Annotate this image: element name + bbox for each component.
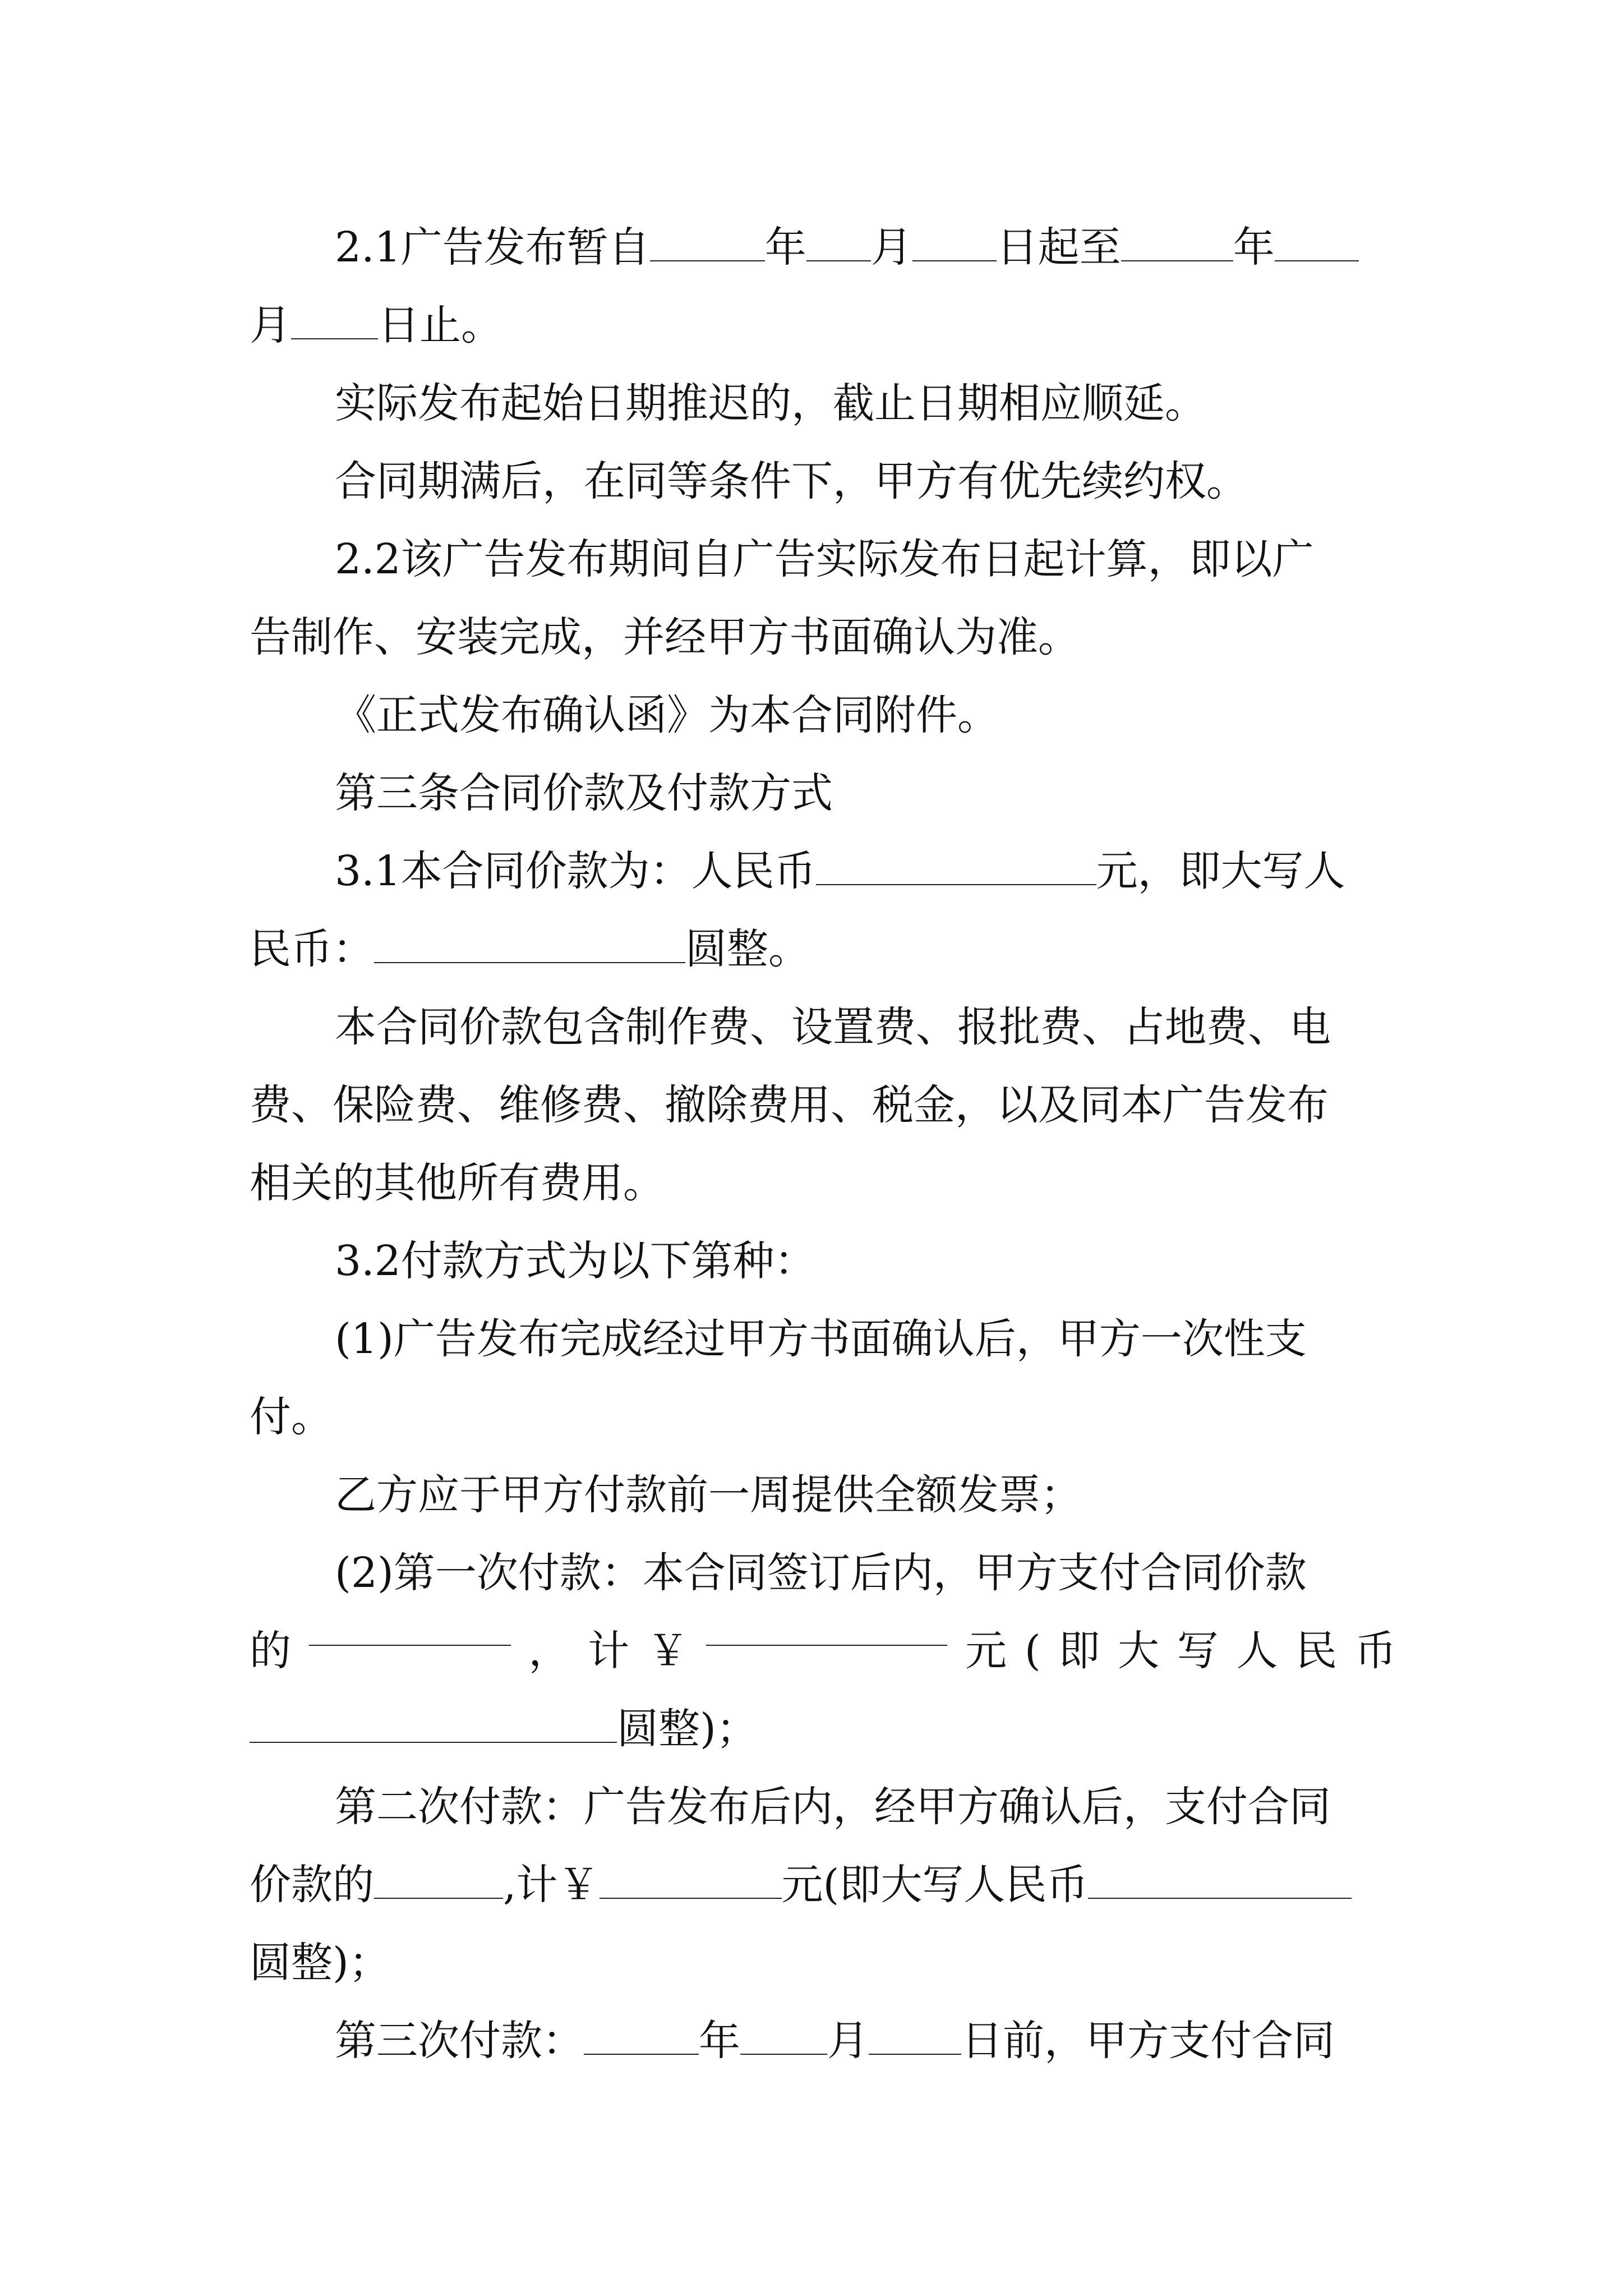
text: 第三次付款： [335, 2017, 584, 2065]
paragraph-line: (1)广告发布完成经过甲方书面确认后，甲方一次性支 [335, 1315, 1307, 1363]
clause-2-2-line-1: 2.2该广告发布期间自广告实际发布日起计算，即以广 [335, 535, 1314, 583]
blank-month [806, 228, 871, 261]
paragraph-line [250, 1846, 1396, 1924]
text: ( [1024, 1627, 1041, 1675]
blank-day [291, 306, 378, 339]
blank-month [1275, 228, 1359, 261]
blank-amount [706, 1612, 947, 1646]
clause-3-1-line-2 [250, 910, 1396, 988]
contract-body [250, 209, 1396, 2080]
blank-percent [309, 1612, 511, 1646]
text: ￥ [647, 1627, 689, 1675]
paragraph: 《正式发布确认函》为本合同附件。 [335, 691, 999, 739]
text: 的 [250, 1627, 291, 1675]
text: 日前，甲方支付合同 [961, 2017, 1335, 2065]
text: 2.1广告发布暂自 [335, 223, 650, 272]
paragraph-line [250, 2002, 1396, 2080]
paragraph-line: 相关的其他所有费用。 [250, 1159, 665, 1207]
clause-2-1-line-2 [250, 287, 1396, 365]
text: ,计￥ [503, 1861, 600, 1909]
text: 年 [699, 2017, 740, 2065]
blank-amount-words [250, 1709, 617, 1743]
text: 日起至 [996, 223, 1121, 272]
paragraph-line: 圆整)； [250, 1939, 390, 1987]
text: 月 [827, 2017, 869, 2065]
clause-2-1-line-1 [250, 209, 1396, 287]
blank-year [1121, 228, 1233, 261]
text: 圆整。 [685, 925, 810, 973]
paragraph-line-justified [250, 1612, 1396, 1690]
text: 价款的 [250, 1861, 374, 1909]
blank-amount-words [1088, 1865, 1352, 1899]
clause-3-1-line-1 [250, 832, 1396, 910]
blank-day [912, 228, 997, 261]
text: 币 [1354, 1627, 1396, 1675]
paragraph-line: 第二次付款：广告发布后内，经甲方确认后，支付合同 [335, 1783, 1331, 1831]
paragraph: 3.2付款方式为以下第种： [335, 1237, 816, 1285]
blank-amount-words [374, 930, 685, 963]
text: 元 [965, 1627, 1007, 1675]
text: 写 [1177, 1627, 1219, 1675]
blank-percent [374, 1865, 503, 1899]
paragraph: 实际发布起始日期推迟的，截止日期相应顺延。 [335, 379, 1206, 427]
paragraph-line [250, 1690, 1396, 1768]
text: 月 [870, 223, 912, 272]
text: 3.1本合同价款为：人民币 [335, 847, 816, 895]
blank-month [740, 2021, 827, 2055]
paragraph: 乙方应于甲方付款前一周提供全额发票； [335, 1471, 1082, 1519]
paragraph: 合同期满后，在同等条件下，甲方有优先续约权。 [335, 457, 1248, 505]
section-heading: 第三条合同价款及付款方式 [335, 769, 833, 817]
text: 大 [1118, 1627, 1160, 1675]
paragraph-line: (2)第一次付款：本合同签订后内，甲方支付合同价款 [335, 1549, 1307, 1597]
text: 月 [250, 301, 291, 349]
blank-year [584, 2021, 699, 2055]
paragraph-line: 费、保险费、维修费、撤除费用、税金，以及同本广告发布 [250, 1081, 1329, 1129]
text: ， [528, 1627, 570, 1675]
text: 即 [1058, 1627, 1100, 1675]
text: 元，即大写人 [1096, 847, 1345, 895]
text: 元(即大写人民币 [781, 1861, 1089, 1909]
paragraph-line: 付。 [250, 1393, 333, 1441]
text: 日止。 [378, 301, 502, 349]
blank-year [650, 228, 765, 261]
text: 计 [588, 1627, 630, 1675]
clause-2-2-line-2: 告制作、安装完成，并经甲方书面确认为准。 [250, 613, 1080, 661]
blank-day [869, 2021, 961, 2055]
text: 年 [764, 223, 806, 272]
paragraph-line: 本合同价款包含制作费、设置费、报批费、占地费、电 [335, 1003, 1331, 1051]
text: 人 [1236, 1627, 1278, 1675]
text: 民 [1295, 1627, 1338, 1675]
text: 圆整)； [617, 1705, 758, 1753]
blank-amount [600, 1865, 782, 1899]
text: 年 [1233, 223, 1275, 272]
blank-amount [816, 852, 1096, 885]
text: 民币： [250, 925, 374, 973]
